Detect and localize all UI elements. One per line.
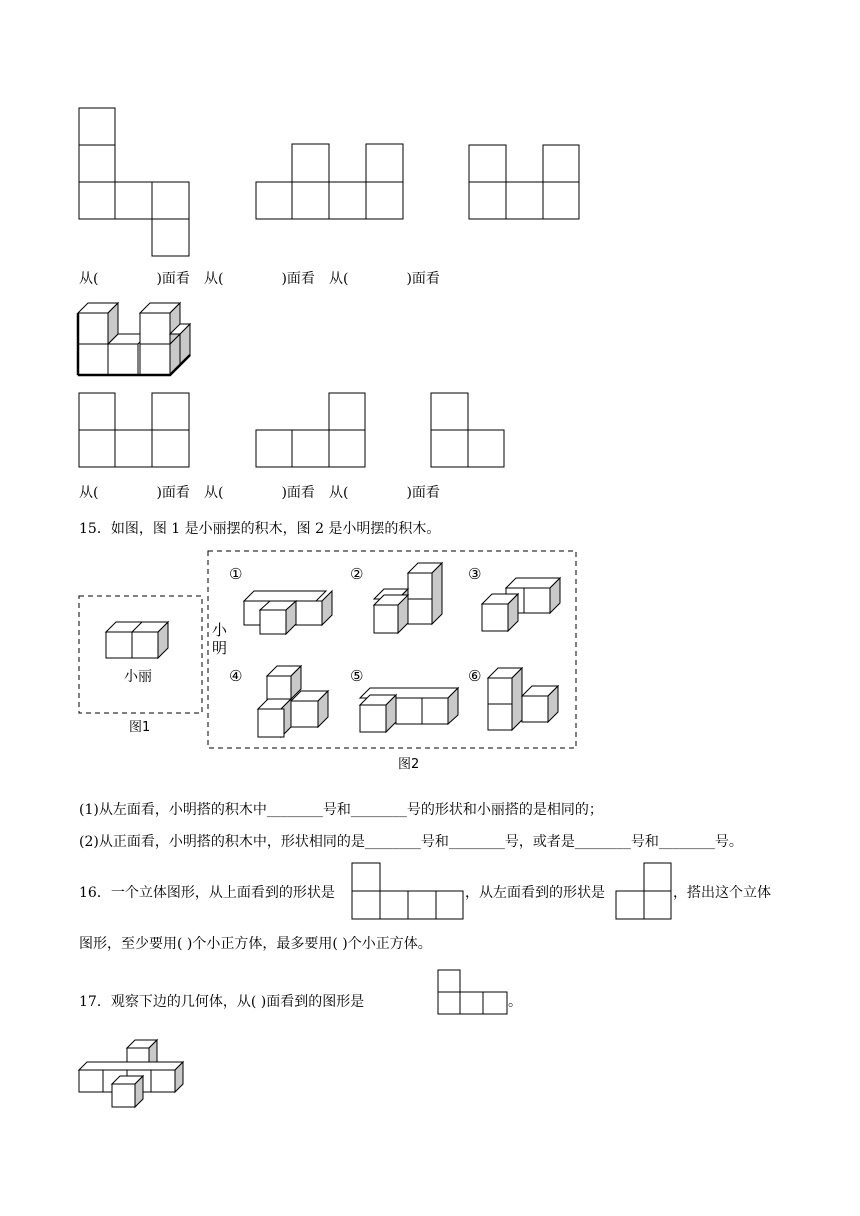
- q16-part1: 16．一个立体图形，从上面看到的形状是: [79, 885, 335, 901]
- q16-left-view-shape: [616, 863, 671, 919]
- fig2-dashed-box: [208, 551, 576, 748]
- block-4: [258, 666, 328, 737]
- q17-solid-figure: [79, 1040, 183, 1107]
- block-3: [482, 578, 560, 631]
- view-shape-c: [469, 145, 579, 219]
- q16-part3: ，搭出这个立体: [673, 885, 771, 901]
- fig1-caption: 图1: [129, 720, 151, 735]
- block-label-4: ④: [229, 667, 243, 685]
- view-caption-5: 从( )面看: [204, 485, 315, 501]
- solid-figure: [78, 303, 190, 375]
- q17-view-shape: [438, 970, 507, 1014]
- fig1-person-label: 小丽: [124, 669, 152, 685]
- view-caption-1: 从( )面看: [79, 271, 190, 287]
- block-5: [360, 688, 458, 732]
- view-caption-2: 从( )面看: [204, 271, 315, 287]
- block-2: [374, 563, 442, 633]
- block-label-1: ①: [229, 565, 243, 583]
- fig1-dashed-box: [79, 596, 202, 713]
- view-caption-3: 从( )面看: [329, 271, 440, 287]
- view-shape-d: [79, 393, 189, 467]
- block-6: [488, 668, 558, 730]
- xiaoli-blocks: [106, 622, 168, 658]
- block-label-2: ②: [350, 565, 364, 583]
- block-label-5: ⑤: [350, 667, 364, 685]
- block-label-6: ⑥: [468, 667, 482, 685]
- fig2-person-label-1: 小: [212, 621, 228, 639]
- q15-stem: 15．如图，图 1 是小丽摆的积木，图 2 是小明摆的积木。: [79, 521, 441, 537]
- view-shape-a: [79, 108, 189, 256]
- view-shape-f: [431, 393, 504, 467]
- q17-part2: 。: [508, 994, 522, 1010]
- view-shape-b: [256, 144, 403, 219]
- q17-part1: 17．观察下边的几何体，从( )面看到的图形是: [79, 994, 365, 1010]
- block-label-3: ③: [468, 565, 482, 583]
- view-shape-e: [256, 393, 365, 467]
- block-1: [244, 591, 332, 634]
- fig2-caption: 图2: [398, 757, 420, 772]
- view-caption-6: 从( )面看: [329, 485, 440, 501]
- q15-sub2: (2)从正面看，小明搭的积木中，形状相同的是________号和________号，或者是________号和________号。: [79, 834, 743, 850]
- q16-top-view-shape: [352, 863, 463, 919]
- view-caption-4: 从( )面看: [79, 485, 190, 501]
- fig2-person-label-2: 明: [212, 639, 228, 657]
- q16-line2: 图形，至少要用( )个小正方体，最多要用( )个小正方体。: [79, 936, 432, 952]
- q15-sub1: (1)从左面看，小明搭的积木中________号和________号的形状和小丽搭的是相同的；: [79, 802, 603, 818]
- q16-part2: ，从左面看到的形状是: [465, 885, 605, 901]
